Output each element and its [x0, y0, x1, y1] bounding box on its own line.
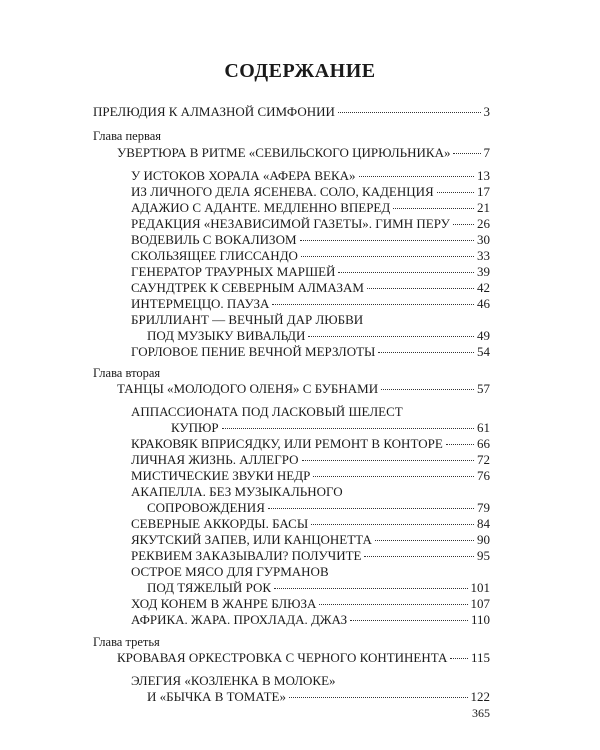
- entry-title: РЕКВИЕМ ЗАКАЗЫВАЛИ? ПОЛУЧИТЕ: [131, 548, 362, 563]
- toc-entry: [131, 612, 490, 628]
- entry-page: 46: [477, 296, 490, 311]
- entry-title: КРОВАВАЯ ОРКЕСТРОВКА С ЧЕРНОГО КОНТИНЕНТА: [117, 650, 448, 665]
- entry-page: 61: [477, 420, 490, 435]
- toc-entry: [147, 689, 490, 705]
- entry-title: ХОД КОНЕМ В ЖАНРЕ БЛЮЗА: [131, 596, 317, 611]
- entry-title-line1: АППАССИОНАТА ПОД ЛАСКОВЫЙ ШЕЛЕСТ: [131, 404, 403, 419]
- toc-entry: [131, 468, 490, 484]
- entry-page: 13: [477, 168, 490, 183]
- entry-page: 39: [477, 264, 490, 279]
- entry-page: 49: [477, 328, 490, 343]
- entry-page: 84: [477, 516, 490, 531]
- toc-entry: [131, 452, 490, 468]
- entry-page: 95: [477, 548, 490, 563]
- chapter-heading: [93, 650, 490, 666]
- entry-title: ГОРЛОВОЕ ПЕНИЕ ВЕЧНОЙ МЕРЗЛОТЫ: [131, 344, 376, 359]
- chapter-label: Глава третья: [93, 635, 160, 649]
- page-title: СОДЕРЖАНИЕ: [224, 60, 376, 82]
- toc-entry: [131, 200, 490, 216]
- entry-title: ТАНЦЫ «МОЛОДОГО ОЛЕНЯ» С БУБНАМИ: [117, 381, 379, 396]
- entry-title: УВЕРТЮРА В РИТМЕ «СЕВИЛЬСКОГО ЦИРЮЛЬНИКА»: [117, 145, 451, 160]
- toc-entry: [131, 532, 490, 548]
- entry-page: 79: [477, 500, 490, 515]
- entry-page: 3: [483, 104, 490, 119]
- entry-title: САУНДТРЕК К СЕВЕРНЫМ АЛМАЗАМ: [131, 280, 364, 295]
- toc-entry: [93, 104, 490, 120]
- toc-entry: [131, 264, 490, 280]
- entry-page: 17: [477, 184, 490, 199]
- entry-page: 42: [477, 280, 490, 295]
- entry-title: ВОДЕВИЛЬ С ВОКАЛИЗОМ: [131, 232, 297, 247]
- entry-title: КУПЮР: [171, 420, 219, 435]
- entry-page: 33: [477, 248, 490, 263]
- toc-entry: [147, 580, 490, 596]
- entry-title: РЕДАКЦИЯ «НЕЗАВИСИМОЙ ГАЗЕТЫ». ГИМН ПЕРУ: [131, 216, 450, 231]
- toc-entry: [131, 344, 490, 360]
- toc-entry: [147, 328, 490, 344]
- entry-title: ИНТЕРМЕЦЦО. ПАУЗА: [131, 296, 270, 311]
- entry-title: МИСТИЧЕСКИЕ ЗВУКИ НЕДР: [131, 468, 311, 483]
- entry-page: 21: [477, 200, 490, 215]
- entry-title-line1: АКАПЕЛЛА. БЕЗ МУЗЫКАЛЬНОГО: [131, 484, 343, 499]
- toc-entry: [131, 596, 490, 612]
- entry-page: 107: [470, 596, 490, 611]
- entry-page: 66: [477, 436, 490, 451]
- entry-title: СКОЛЬЗЯЩЕЕ ГЛИССАНДО: [131, 248, 298, 263]
- entry-title-line1: БРИЛЛИАНТ — ВЕЧНЫЙ ДАР ЛЮБВИ: [131, 312, 364, 327]
- entry-page: 122: [470, 689, 490, 704]
- toc-entry: [131, 436, 490, 452]
- chapter-heading: [93, 381, 490, 397]
- entry-page: 72: [477, 452, 490, 467]
- entry-page: 115: [470, 650, 490, 665]
- entry-title: АФРИКА. ЖАРА. ПРОХЛАДА. ДЖАЗ: [131, 612, 348, 627]
- entry-title: ГЕНЕРАТОР ТРАУРНЫХ МАРШЕЙ: [131, 264, 336, 279]
- entry-title-line1: ОСТРОЕ МЯСО ДЛЯ ГУРМАНОВ: [131, 564, 329, 579]
- toc-entry: [131, 248, 490, 264]
- entry-page: 54: [477, 344, 490, 359]
- entry-title: ИЗ ЛИЧНОГО ДЕЛА ЯСЕНЕВА. СОЛО, КАДЕНЦИЯ: [131, 184, 434, 199]
- page-number: 365: [472, 706, 490, 720]
- toc-entry: [131, 548, 490, 564]
- entry-page: 30: [477, 232, 490, 247]
- toc-entry: [131, 516, 490, 532]
- entry-title: СЕВЕРНЫЕ АККОРДЫ. БАСЫ: [131, 516, 309, 531]
- entry-title: У ИСТОКОВ ХОРАЛА «АФЕРА ВЕКА»: [131, 168, 356, 183]
- entry-title: ПРЕЛЮДИЯ К АЛМАЗНОЙ СИМФОНИИ: [93, 104, 335, 119]
- entry-title: КРАКОВЯК ВПРИСЯДКУ, ИЛИ РЕМОНТ В КОНТОРЕ: [131, 436, 443, 451]
- toc-entry: [131, 216, 490, 232]
- toc-entry: [131, 168, 490, 184]
- entry-title: ПОД МУЗЫКУ ВИВАЛЬДИ: [147, 328, 306, 343]
- toc-entry: [131, 232, 490, 248]
- entry-title: И «БЫЧКА В ТОМАТЕ»: [147, 689, 286, 704]
- entry-title: СОПРОВОЖДЕНИЯ: [147, 500, 265, 515]
- toc-entry: [147, 500, 490, 516]
- entry-title: ЛИЧНАЯ ЖИЗНЬ. АЛЛЕГРО: [131, 452, 299, 467]
- entry-title: АДАЖИО С АДАНТЕ. МЕДЛЕННО ВПЕРЕД: [131, 200, 391, 215]
- toc-entry: [131, 296, 490, 312]
- toc-entry: [147, 420, 490, 436]
- chapter-heading: [93, 145, 490, 161]
- chapter-label: Глава первая: [93, 129, 162, 143]
- entry-page: 26: [477, 216, 490, 231]
- toc-entry: [131, 184, 490, 200]
- entry-page: 76: [477, 468, 490, 483]
- chapter-label: Глава вторая: [93, 366, 161, 380]
- toc-entry: [131, 280, 490, 296]
- entry-title: ПОД ТЯЖЕЛЫЙ РОК: [147, 580, 272, 595]
- entry-page: 101: [470, 580, 490, 595]
- entry-page: 7: [483, 145, 490, 160]
- entry-title-line1: ЭЛЕГИЯ «КОЗЛЕНКА В МОЛОКЕ»: [131, 673, 336, 688]
- entry-title: ЯКУТСКИЙ ЗАПЕВ, ИЛИ КАНЦОНЕТТА: [131, 532, 372, 547]
- entry-page: 110: [470, 612, 490, 627]
- entry-page: 90: [477, 532, 490, 547]
- entry-page: 57: [477, 381, 490, 396]
